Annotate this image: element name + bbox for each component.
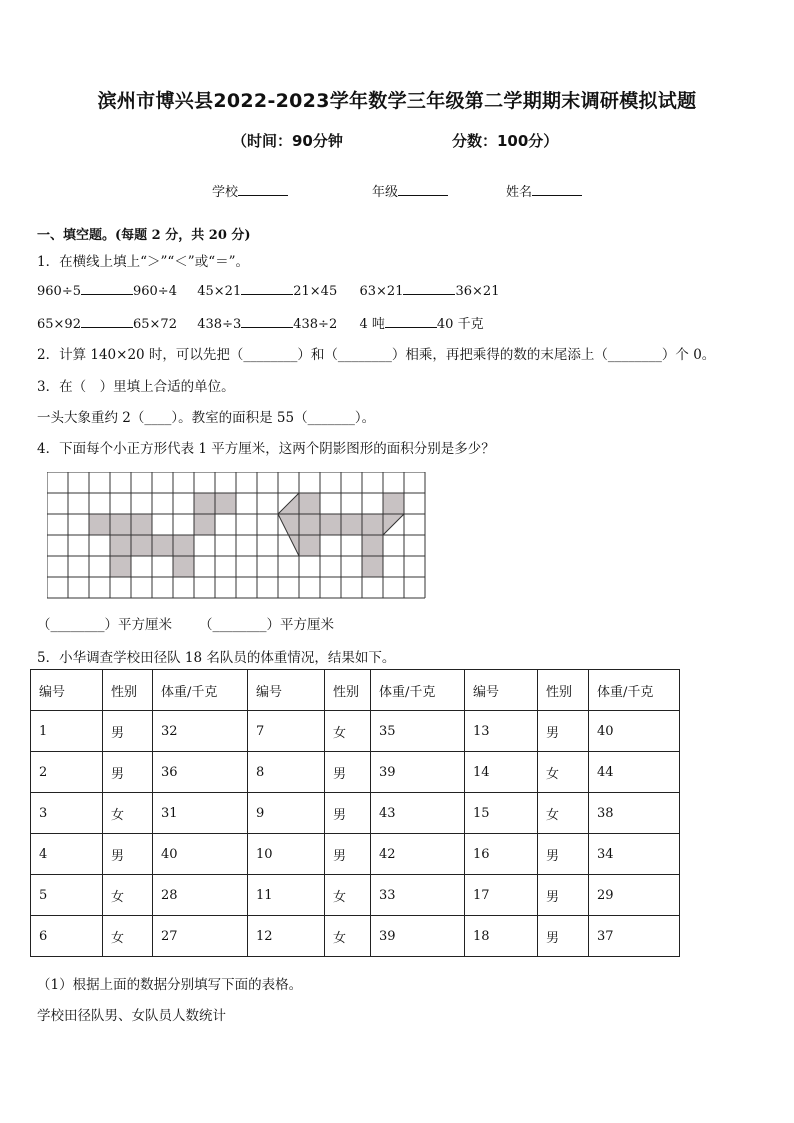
table-cell: 7 [248, 711, 325, 752]
table-row [31, 875, 680, 916]
table-cell: 1 [31, 711, 103, 752]
table-cell: 13 [465, 711, 538, 752]
table-header-cell: 编号 [465, 670, 538, 711]
name-label: 姓名 [506, 185, 533, 200]
expr: 4 吨 [359, 317, 385, 332]
table-cell: 男 [325, 793, 371, 834]
expr: 45×21 [197, 284, 242, 299]
school-label: 学校 [212, 185, 239, 200]
table-cell: 27 [153, 916, 248, 957]
expr: 63×21 [359, 284, 404, 299]
expr: 21×45 [293, 284, 338, 299]
table-header-cell: 体重/千克 [153, 670, 248, 711]
table-row [31, 793, 680, 834]
table-header-cell: 编号 [31, 670, 103, 711]
table-header-cell: 体重/千克 [589, 670, 680, 711]
table-cell: 31 [153, 793, 248, 834]
table-cell: 12 [248, 916, 325, 957]
section-heading: 一、填空题。(每题 2 分，共 20 分) [37, 228, 251, 243]
table-cell: 37 [589, 916, 680, 957]
answer-blank[interactable] [81, 315, 133, 328]
table-cell: 男 [538, 834, 589, 875]
q1-row1 [37, 282, 499, 299]
grade-field[interactable] [372, 181, 448, 200]
table-cell: 35 [371, 711, 465, 752]
expr: 40 千克 [436, 317, 484, 332]
name-field[interactable] [506, 181, 582, 200]
table-cell: 女 [103, 916, 153, 957]
table-cell: 女 [103, 793, 153, 834]
answer-blank[interactable] [241, 282, 293, 295]
table-caption: 学校田径队男、女队员人数统计 [37, 1008, 226, 1024]
table-cell: 男 [538, 711, 589, 752]
expr: 960÷5 [37, 284, 81, 299]
q3-line: 一头大象重约 2（____）。教室的面积是 55（_______）。 [37, 410, 376, 426]
table-cell: 8 [248, 752, 325, 793]
table-cell: 44 [589, 752, 680, 793]
table-cell: 3 [31, 793, 103, 834]
table-row [31, 752, 680, 793]
table-cell: 男 [325, 752, 371, 793]
grade-label: 年级 [372, 185, 399, 200]
table-cell: 女 [325, 875, 371, 916]
exam-time: （时间：90分钟 [232, 132, 343, 150]
school-blank[interactable] [238, 182, 288, 196]
table-cell: 男 [538, 916, 589, 957]
table-cell: 40 [153, 834, 248, 875]
q5-sub1: （1）根据上面的数据分别填写下面的表格。 [37, 977, 303, 993]
table-cell: 女 [325, 916, 371, 957]
table-cell: 36 [153, 752, 248, 793]
table-cell: 女 [538, 793, 589, 834]
grade-blank[interactable] [398, 182, 448, 196]
table-cell: 18 [465, 916, 538, 957]
table-cell: 17 [465, 875, 538, 916]
exam-score: 分数：100分） [452, 132, 559, 150]
table-header-cell: 体重/千克 [371, 670, 465, 711]
table-cell: 42 [371, 834, 465, 875]
q4-answer-2[interactable]: （________）平方厘米 [199, 617, 334, 633]
table-cell: 34 [589, 834, 680, 875]
table-cell: 男 [103, 752, 153, 793]
table-cell: 40 [589, 711, 680, 752]
table-cell: 39 [371, 752, 465, 793]
table-cell: 女 [103, 875, 153, 916]
table-cell: 10 [248, 834, 325, 875]
expr: 65×92 [37, 317, 81, 332]
expr: 438÷2 [293, 317, 338, 332]
table-cell: 女 [325, 711, 371, 752]
expr: 438÷3 [197, 317, 242, 332]
table-row [31, 711, 680, 752]
table-cell: 4 [31, 834, 103, 875]
table-cell: 15 [465, 793, 538, 834]
table-cell: 男 [325, 834, 371, 875]
school-field[interactable] [212, 181, 288, 200]
table-cell: 女 [538, 752, 589, 793]
table-cell: 6 [31, 916, 103, 957]
answer-blank[interactable] [241, 315, 293, 328]
table-cell: 29 [589, 875, 680, 916]
expr: 36×21 [455, 284, 500, 299]
grid-lines [47, 472, 425, 598]
table-cell: 男 [103, 834, 153, 875]
table-cell: 33 [371, 875, 465, 916]
table-cell: 43 [371, 793, 465, 834]
expr: 960÷4 [132, 284, 177, 299]
table-cell: 39 [371, 916, 465, 957]
q3-prompt: 3．在（ ）里填上合适的单位。 [37, 379, 235, 395]
table-cell: 2 [31, 752, 103, 793]
table-cell: 男 [103, 711, 153, 752]
table-cell: 9 [248, 793, 325, 834]
name-blank[interactable] [532, 182, 582, 196]
q2-prompt: 2．计算 140×20 时，可以先把（________）和（________）相乘，再把乘得的数的末尾添上（________）个 0。 [37, 347, 716, 363]
q4-prompt: 4．下面每个小正方形代表 1 平方厘米，这两个阴影图形的面积分别是多少？ [37, 441, 495, 457]
table-header-row [31, 670, 680, 711]
answer-blank[interactable] [385, 315, 437, 328]
table-row [31, 834, 680, 875]
table-cell: 28 [153, 875, 248, 916]
table-cell: 32 [153, 711, 248, 752]
table-cell: 16 [465, 834, 538, 875]
area-grid-figure [47, 472, 429, 602]
answer-blank[interactable] [81, 282, 133, 295]
page-title: 滨州市博兴县2022-2023学年数学三年级第二学期期末调研模拟试题 [97, 90, 697, 112]
table-header-cell: 性别 [538, 670, 589, 711]
q5-prompt: 5．小华调查学校田径队 18 名队员的体重情况，结果如下。 [37, 650, 396, 666]
table-cell: 5 [31, 875, 103, 916]
table-header-cell: 编号 [248, 670, 325, 711]
weight-table [30, 669, 680, 957]
table-cell: 11 [248, 875, 325, 916]
q4-answer-1[interactable]: （________）平方厘米 [37, 617, 172, 633]
table-cell: 男 [538, 875, 589, 916]
q1-row2 [37, 313, 484, 332]
table-header-cell: 性别 [103, 670, 153, 711]
answer-blank[interactable] [403, 282, 455, 295]
table-row [31, 916, 680, 957]
q1-prompt: 1．在横线上填上“＞”“＜”或“＝”。 [37, 254, 249, 270]
expr: 65×72 [132, 317, 177, 332]
table-header-cell: 性别 [325, 670, 371, 711]
table-cell: 14 [465, 752, 538, 793]
table-cell: 38 [589, 793, 680, 834]
